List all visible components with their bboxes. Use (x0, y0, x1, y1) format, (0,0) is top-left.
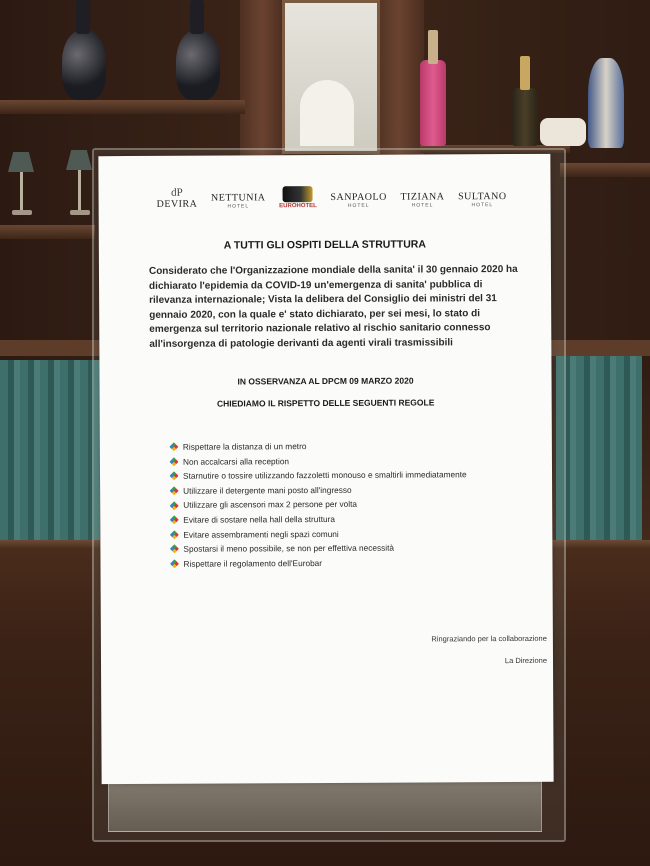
logo-sub: HOTEL (471, 202, 494, 209)
pink-bottle (420, 60, 446, 146)
rules-list (170, 438, 467, 571)
list-item (170, 511, 467, 527)
rules-heading: CHIEDIAMO IL RISPETTO DELLE SEGUENTI REGOLE (216, 397, 435, 409)
hotel-logos (156, 174, 506, 210)
bullet-icon (170, 530, 179, 539)
list-item (170, 438, 467, 454)
logo-name: TIZIANA (400, 191, 445, 203)
teal-curtain (556, 356, 642, 542)
logo-eurohotel (279, 186, 317, 209)
logo-name: NETTUNIA (210, 192, 266, 204)
eurohotel-badge-icon (283, 186, 313, 202)
thanks-line: Ringraziando per la collaborazione (431, 633, 547, 644)
list-item (170, 482, 467, 498)
lamp-base (12, 210, 32, 215)
notice-title: A TUTTI GLI OSPITI DELLA STRUTTURA (223, 238, 426, 252)
bullet-icon (169, 443, 178, 452)
mirror-arch (300, 80, 354, 146)
logo-nettunia (211, 192, 266, 209)
logo-sub: HOTEL (411, 202, 434, 209)
lamp-base (70, 210, 90, 215)
logo-name: DEVIRA (156, 198, 198, 210)
rule-text: Evitare di sostare nella hall della struttura (183, 513, 336, 525)
list-item (170, 453, 467, 469)
list-item (170, 555, 467, 571)
list-item (170, 467, 467, 483)
bullet-icon (170, 559, 179, 568)
rule-text: Rispettare il regolamento dell'Eurobar (183, 557, 323, 569)
rule-text: Starnutire o tossire utilizzando fazzoletti monouso e smaltirli immediatamente (183, 469, 467, 481)
rule-text: Utilizzare gli ascensori max 2 persone per volta (183, 499, 358, 511)
bullet-icon (170, 501, 179, 510)
wine-bottle (512, 88, 538, 146)
notice-intro: Considerato che l'Organizzazione mondiale della sanita' il 30 gennaio 2020 ha dichiarato l'epidemia da COVID-19 un'emergenza di sanita' pubblica di rilevanza internazionale; Vista la delibera del Consiglio dei ministri del 31 gennaio 2020, con la quale e' stato dichiarato, per sei mesi, lo stato di emergenza sul territorio nazionale relativo al rischio sanitario connesso all'insorgenza di patologie derivanti da agenti virali trasmissibili (148, 263, 518, 350)
porcelain-figurine (588, 58, 624, 148)
rule-text: Rispettare la distanza di un metro (182, 441, 307, 452)
logo-sultano (458, 191, 507, 208)
logo-devira (157, 188, 198, 210)
bullet-icon (170, 486, 179, 495)
porcelain-bowl (540, 118, 586, 146)
list-item (170, 526, 467, 542)
list-item (170, 540, 467, 556)
black-vase (62, 30, 106, 100)
logo-sanpaolo (330, 192, 387, 209)
bullet-icon (170, 545, 179, 554)
rule-text: Non accalcarsi alla reception (182, 455, 290, 467)
bullet-icon (169, 457, 178, 466)
notice-sheet (98, 154, 553, 784)
shelf (0, 100, 245, 114)
vase-neck (76, 0, 90, 34)
logo-sub: HOTEL (227, 203, 250, 210)
rule-text: Spostarsi il meno possibile, se non per effettiva necessità (183, 542, 395, 554)
shelf (0, 225, 95, 239)
list-item (170, 497, 467, 513)
logo-tiziana (400, 191, 444, 208)
logo-sub: HOTEL (347, 202, 370, 209)
vase-neck (190, 0, 204, 34)
black-vase (176, 30, 220, 100)
logo-mark: dP (171, 186, 183, 199)
signature: La Direzione (504, 655, 548, 666)
rule-text: Utilizzare il detergente mani posto all'ingresso (183, 484, 352, 496)
lamp-stem (78, 170, 81, 212)
teal-curtain (0, 360, 100, 540)
bottle-neck (428, 30, 438, 64)
rule-text: Evitare assembramenti negli spazi comuni (183, 528, 339, 540)
shelf (560, 163, 650, 177)
logo-name: SANPAOLO (330, 191, 387, 203)
decree-reference: IN OSSERVANZA AL DPCM 09 MARZO 2020 (237, 375, 414, 387)
bottle-neck (520, 56, 530, 90)
logo-name: EUROHOTEL (279, 203, 317, 210)
bullet-icon (170, 516, 179, 525)
lamp-stem (20, 172, 23, 212)
logo-name: SULTANO (458, 191, 507, 203)
bullet-icon (170, 472, 179, 481)
